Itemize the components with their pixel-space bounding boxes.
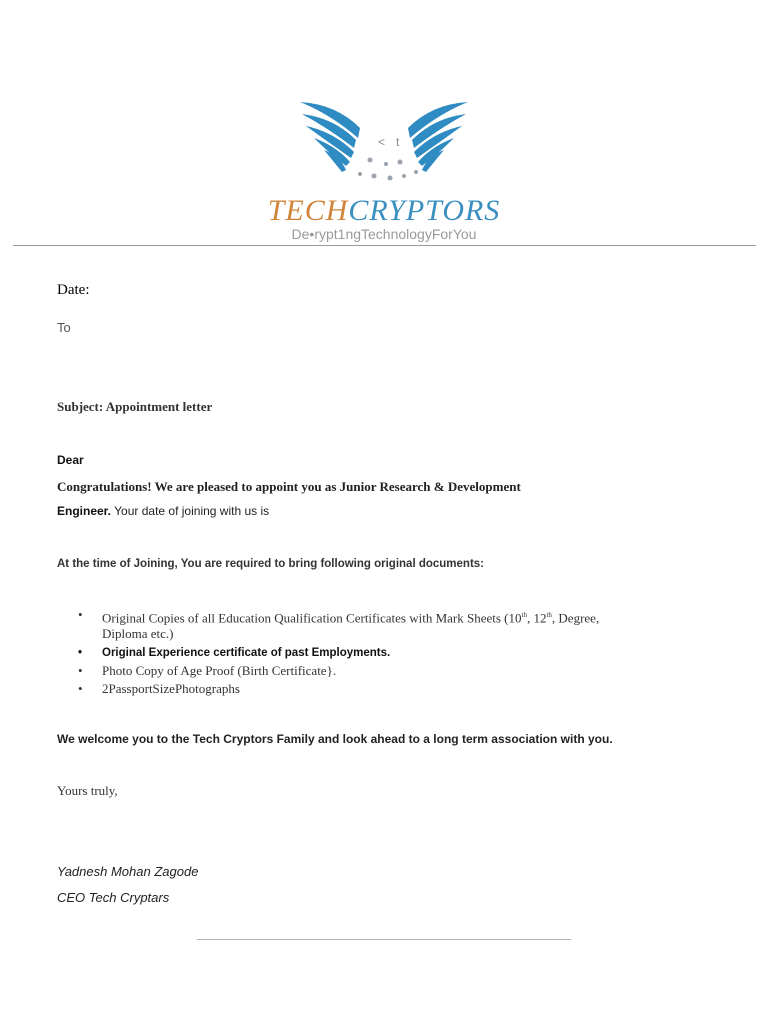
bullet-icon: •	[78, 681, 83, 697]
signer-name: Yadnesh Mohan Zagode	[57, 864, 199, 879]
brand-tech: TECH	[267, 194, 349, 227]
brand-tagline: De•rypt1ngTechnologyForYou	[291, 226, 477, 242]
header-divider	[13, 245, 756, 246]
svg-text:t: t	[396, 135, 400, 149]
bullet-icon: •	[78, 663, 83, 679]
footer-divider	[197, 939, 571, 940]
joining-date-text: Your date of joining with us is	[111, 504, 270, 518]
signer-title: CEO Tech Cryptars	[57, 890, 170, 905]
winged-emblem-icon	[296, 98, 472, 190]
body-paragraph-line-2	[57, 504, 269, 518]
body-paragraph-line-1: Congratulations! We are pleased to appoint you as Junior Research & Development	[57, 479, 521, 494]
date-label: Date:	[57, 282, 90, 298]
subject-line: Subject: Appointment letter	[57, 399, 213, 414]
salutation: Dear	[57, 453, 84, 467]
documents-list	[78, 607, 698, 697]
list-item: • 2PassportSizePhotographs	[78, 681, 240, 697]
position-title-end: Engineer.	[57, 504, 112, 518]
bullet-icon: •	[78, 647, 83, 660]
svg-text:<: <	[378, 135, 386, 149]
list-item: • Original Copies of all Education Qualification Certificates with Mark Sheets (10th, 12th, Degree, Diploma etc.)	[78, 607, 600, 642]
recipient-label: To	[57, 320, 71, 335]
brand-name	[0, 194, 768, 228]
requirements-intro: At the time of Joining, You are required to bring following original documents:	[57, 558, 484, 570]
brand-cryptors: CRYPTORS	[348, 194, 501, 227]
closing: Yours truly,	[57, 783, 118, 798]
bullet-icon: •	[78, 607, 83, 622]
list-item: • Original Experience certificate of past Employments.	[78, 647, 391, 660]
welcome-paragraph: We welcome you to the Tech Cryptors Family and look ahead to a long term association with you.	[57, 732, 613, 746]
list-item: • Photo Copy of Age Proof (Birth Certificate}.	[78, 663, 337, 679]
